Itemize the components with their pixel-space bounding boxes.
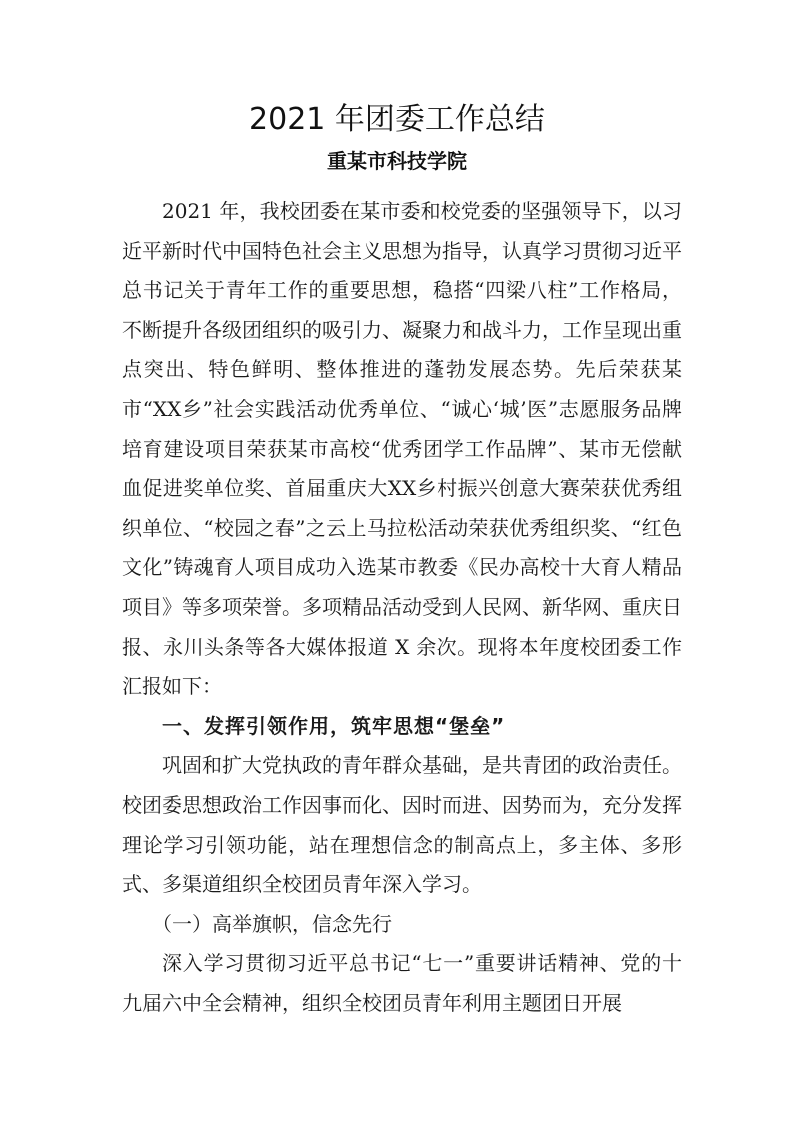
document-title: 2021 年团委工作总结 bbox=[249, 102, 545, 137]
intro-paragraph: 2021 年，我校团委在某市委和校党委的坚强领导下，以习近平新时代中国特色社会主义思想为指导，认真学习贯彻习近平总书记关于青年工作的重要思想，稳搭“四梁八柱”工作格局，不断提升各级团组织的吸引力、凝聚力和战斗力，工作呈现出重点突出、特色鲜明、整体推进的蓬勃发展态势。先后荣获某市“XX乡”社会实践活动优秀单位、“诚心‘城’医”志愿服务品牌培育建设项目荣获某市高校“优秀团学工作品牌”、某市无偿献血促进奖单位奖、首届重庆大XX乡村振兴创意大赛荣获优秀组织单位、“校园之春”之云上马拉松活动荣获优秀组织奖、“红色文化”铸魂育人项目成功入选某市教委《民办高校十大育人精品项目》等多项荣誉。多项精品活动受到人民网、新华网、重庆日报、永川头条等各大媒体报道 X 余次。现将本年度校团委工作汇报如下： bbox=[122, 199, 682, 699]
document-subtitle: 重某市科技学院 bbox=[327, 149, 467, 173]
document-body bbox=[122, 192, 682, 1023]
section-paragraph: 巩固和扩大党执政的青年群众基础，是共青团的政治责任。校团委思想政治工作因事而化、因时而进、因势而为，充分发挥理论学习引领功能，站在理想信念的制高点上，多主体、多形式、多渠道组织全校团员青年深入学习。 bbox=[122, 753, 682, 897]
section-heading: 一、发挥引领作用，筑牢思想“堡垒” bbox=[162, 713, 506, 738]
subsection-paragraph: 深入学习贯彻习近平总书记“七一”重要讲话精神、党的十九届六中全会精神，组织全校团员青年利用主题团日开展 bbox=[122, 951, 682, 1015]
subsection-heading: （一）高举旗帜，信念先行 bbox=[152, 911, 392, 936]
